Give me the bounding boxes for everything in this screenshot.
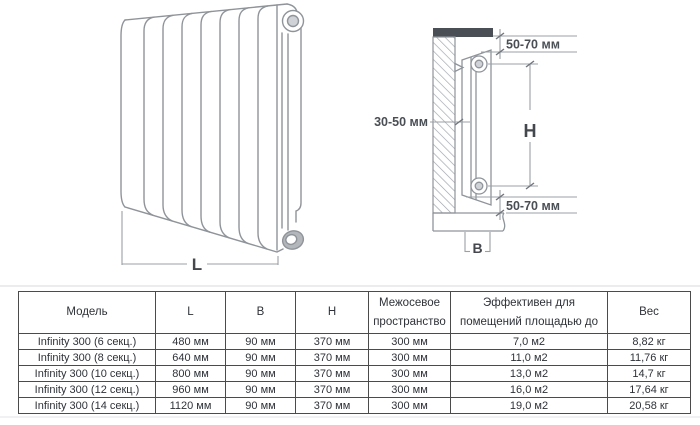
radiator-front-view [121,4,306,252]
table-cell: 370 мм [296,366,369,382]
table-row [19,334,691,350]
top-clearance-label: 50-70 мм [506,37,560,52]
wall-clearance-label: 30-50 мм [374,115,428,129]
length-label: L [191,255,203,274]
table-cell: 960 мм [156,382,226,398]
table-cell: 19,0 м2 [451,398,608,414]
col-header-effective-area: Эффективен для помещений площадью до [451,292,608,334]
table-cell: 16,0 м2 [451,382,608,398]
table-cell: 480 мм [156,334,226,350]
spec-table [18,291,691,414]
table-cell: 7,0 м2 [451,334,608,350]
table-cell: 90 мм [226,398,296,414]
col-header-axial-distance: Межосевое пространство [369,292,451,334]
spec-table-body [19,334,691,414]
table-cell: 300 мм [369,334,451,350]
table-cell: 90 мм [226,366,296,382]
table-cell: Infinity 300 (6 секц.) [19,334,156,350]
table-cell: 370 мм [296,350,369,366]
table-cell: Infinity 300 (10 секц.) [19,366,156,382]
table-cell: 300 мм [369,366,451,382]
table-cell: 14,7 кг [608,366,691,382]
table-cell: 370 мм [296,334,369,350]
radiator-bottom-edge [125,207,283,252]
section-divider [0,285,700,287]
table-cell: 800 мм [156,366,226,382]
radiator-left-edge [121,20,125,207]
table-cell: Infinity 300 (12 секц.) [19,382,156,398]
wall-section [433,37,455,213]
table-cell: 370 мм [296,382,369,398]
height-label: H [523,121,537,141]
table-row [19,350,691,366]
radiator-fins [144,5,277,250]
col-header-weight: Вес [608,292,691,334]
table-cell: 13,0 м2 [451,366,608,382]
radiator-end-section [282,4,301,230]
table-cell: 17,64 кг [608,382,691,398]
table-cell: 8,82 кг [608,334,691,350]
table-cell: 300 мм [369,398,451,414]
col-header-h: H [296,292,369,334]
radiator-side-view [433,28,505,231]
table-cell: 90 мм [226,334,296,350]
depth-label: B [472,240,483,256]
table-cell: 640 мм [156,350,226,366]
col-header-l: L [156,292,226,334]
windowsill [433,28,493,37]
table-cell: 20,58 кг [608,398,691,414]
table-header-row [19,292,691,334]
table-cell: 370 мм [296,398,369,414]
table-cell: 90 мм [226,350,296,366]
col-header-model: Модель [19,292,156,334]
table-cell: 11,0 м2 [451,350,608,366]
radiator-bottom-plug [280,228,306,252]
radiator-side-profile [455,50,491,205]
table-cell: Infinity 300 (14 секц.) [19,398,156,414]
bottom-clearance-label: 50-70 мм [506,199,560,213]
table-cell: 300 мм [369,382,451,398]
radiator-top-plug [283,11,304,32]
col-header-b: B [226,292,296,334]
table-row [19,382,691,398]
table-cell: Infinity 300 (8 секц.) [19,350,156,366]
radiator-top-edge [125,4,287,20]
table-row [19,398,691,414]
bottom-divider [0,416,700,418]
floor [433,213,505,231]
table-cell: 90 мм [226,382,296,398]
table-cell: 300 мм [369,350,451,366]
table-row [19,366,691,382]
table-cell: 11,76 кг [608,350,691,366]
table-cell: 1120 мм [156,398,226,414]
